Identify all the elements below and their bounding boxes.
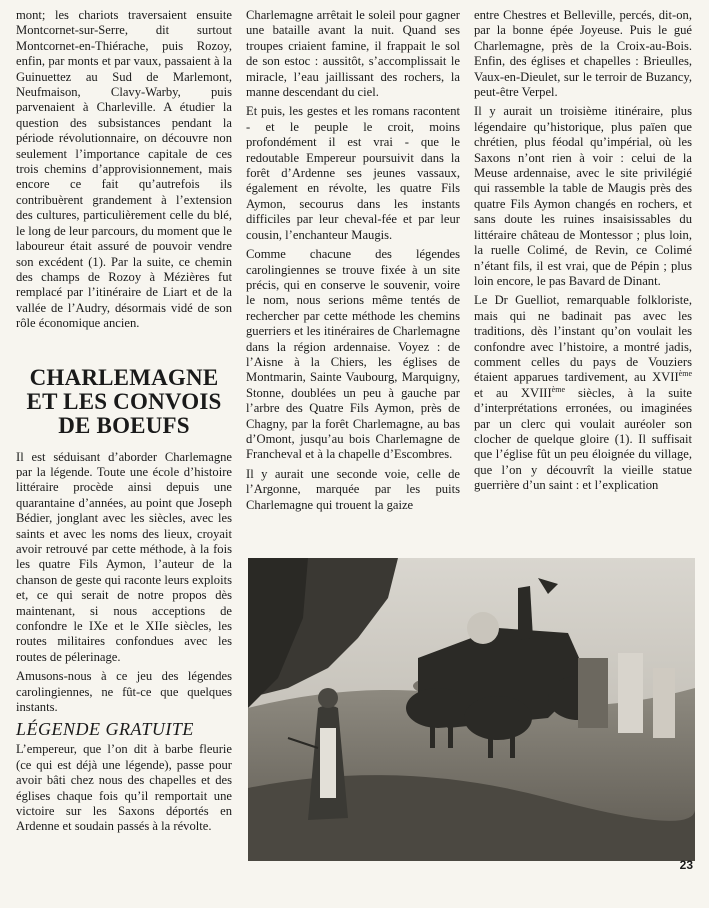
painting-procession-image <box>248 558 695 861</box>
text-column-1 <box>16 8 232 839</box>
paragraph-part: siècles, à la suite d’interprétations erronées, ou imaginées par un clerc qui voulait auréoler son clocher de quelque gloire (1). Il suffisait que l’église fût un peu éloignée du village, que l’on y découvrît la vieille statue guerrière d’un saint : et l’explication <box>474 385 693 493</box>
paragraph: Il est séduisant d’aborder Charlemagne par la légende. Toute une école d’histoire littéraire procède ainsi depuis une quarantaine d’années, au point que Joseph Bédier, jonglant avec les siècles, avec les saints et avec les noms des lieux, croyait avoir retrouvé par cette méthode, à la fois les quatre Fils Aymon, l’auteur de la chanson de geste qui raconte leurs exploits et, ce qui serait de notre propos dès maintenant, si nous acceptions de confondre le IXe et le XIIe siècles, les routes militaires confondues avec les routes de pélerinage. <box>16 449 232 664</box>
paragraph: Amusons-nous à ce jeu des légendes carolingiennes, ne fût-ce que quelques instants. <box>16 669 232 715</box>
paragraph-part: Le Dr Guelliot, remarquable folkloriste, mais qui ne badinait pas avec les traditions, dès l’instant qu’on voulait les confondre avec l’histoire, a montré jadis, comment celles du pays de Vouziers étaient apparues tardivement, au XVII <box>474 293 692 385</box>
paragraph: Il y aurait une seconde voie, celle de l’Argonne, marquée par les puits Charlemagne qui trouent la gaize <box>246 466 460 512</box>
superscript: ème <box>551 384 565 394</box>
paragraph: L’empereur, que l’on dit à barbe fleurie (ce qui est déjà une légende), passe pour avoir bâti chez nous des chapelles et des églises chaque fois qu’il remportait une victoire sur les Saxons déportés en Ardenne et soudain passés à la révolte. <box>16 742 232 834</box>
paragraph: Et puis, les gestes et les romans racontent - et le peuple le croit, moins profondément il est vrai - que le redoutable Empereur poursuivit dans la forêt d’Ardenne ses jeunes vassaux, également en révolte, les quatre Fils Aymon, secourus dans les instants difficiles par leur cheval-fée et par leur cousin, l’enchanteur Maugis. <box>246 104 460 242</box>
text-column-3 <box>474 8 692 498</box>
paragraph: entre Chestres et Belleville, percés, dit-on, par la bonne épée Joyeuse. Puis le gué Charlemagne, près de la Croix-au-Bois. Enfin, des églises et chapelles : Brieulles, Vaux-en-Dieulet, sur le terroir de Buzancy, peut-être Verpel. <box>474 8 692 100</box>
paragraph: Il y aurait un troisième itinéraire, plus légendaire qu’historique, plus païen que chrétien, plus féodal qu’impérial, où les Saxons n’ont rien à voir : celui de la Meuse ardennaise, avec le site privilégié qui rassemble la table de Maugis près des quatre Fils Aymon changés en rochers, et sans doute les ruines insaisissables du littéraire château de Montessor ; plus loin, la ruelle Colimé, de Revin, ce Colimé n’étant fils, il est vrai, que de Pépin ; plus loin encore, le pas Bavard de Dinant. <box>474 104 692 288</box>
superscript: ème <box>678 369 692 379</box>
paragraph <box>474 293 692 493</box>
subheading: LÉGENDE GRATUITE <box>16 719 194 740</box>
paragraph: mont; les chariots traversaient ensuite Montcornet-sur-Serre, dit surtout Montcornet-en-Thiérache, puis Rozoy, enfin, par monts et par vaux, passaient à la Guinuettez au Sud de Marlemont, Neufmaison, Clavy-Warby, puis parvenaient à Charleville. A étudier la question des subsistances pendant la période révolutionnaire, on découvre non seulement l’importance capitale de ces trois chemins d’approvisionnement, mais encore ce fait qu’autrefois ils contribuèrent grandement à l’extension des cultures, particulièrement celle du blé, le long de leur parcours, du moment que le laboureur était assuré de pouvoir vendre son excédent (1). Par la suite, ce chemin des champs de Rozoy à Mézières fut remplacé par l’itinéraire de Liart et de la vallée de l’Audry, désormais vidé de son rôle économique ancien. <box>16 8 232 331</box>
section-heading: CHARLEMAGNE ET LES CONVOIS DE BOEUFS <box>26 364 222 438</box>
illustration-painting <box>248 558 695 861</box>
paragraph: Charlemagne arrêtait le soleil pour gagner une bataille avant la nuit. Quand ses troupes criaient famine, il frappait le sol de son estoc : aussitôt, s’accomplissait le miracle, l’eau jaillissant des rochers, la manne descendant du ciel. <box>246 8 460 100</box>
paragraph: Comme chacune des légendes carolingiennes se trouve fixée à un site précis, qui en conserve le souvenir, voire le nom, nous serions même tentés de rechercher par cette méthode les chemins guerriers et les itinéraires de Charlemagne dans la région ardennaise. Voyez : de l’Aisne à la Chiers, les églises de Montmarin, Sainte Vaubourg, Marquigny, Stonne, doublées un peu à gauche par l’arbre des Quatre Fils Aymon, près de Chagny, par la forêt Charlemagne, au bas d’Omont, jusqu’au bois Charlemagne de Francheval et à la chapelle d’Escombres. <box>246 247 460 462</box>
text-column-2 <box>246 8 460 517</box>
page-number: 23 <box>679 858 693 872</box>
paragraph-part: et au XVIII <box>474 385 552 400</box>
